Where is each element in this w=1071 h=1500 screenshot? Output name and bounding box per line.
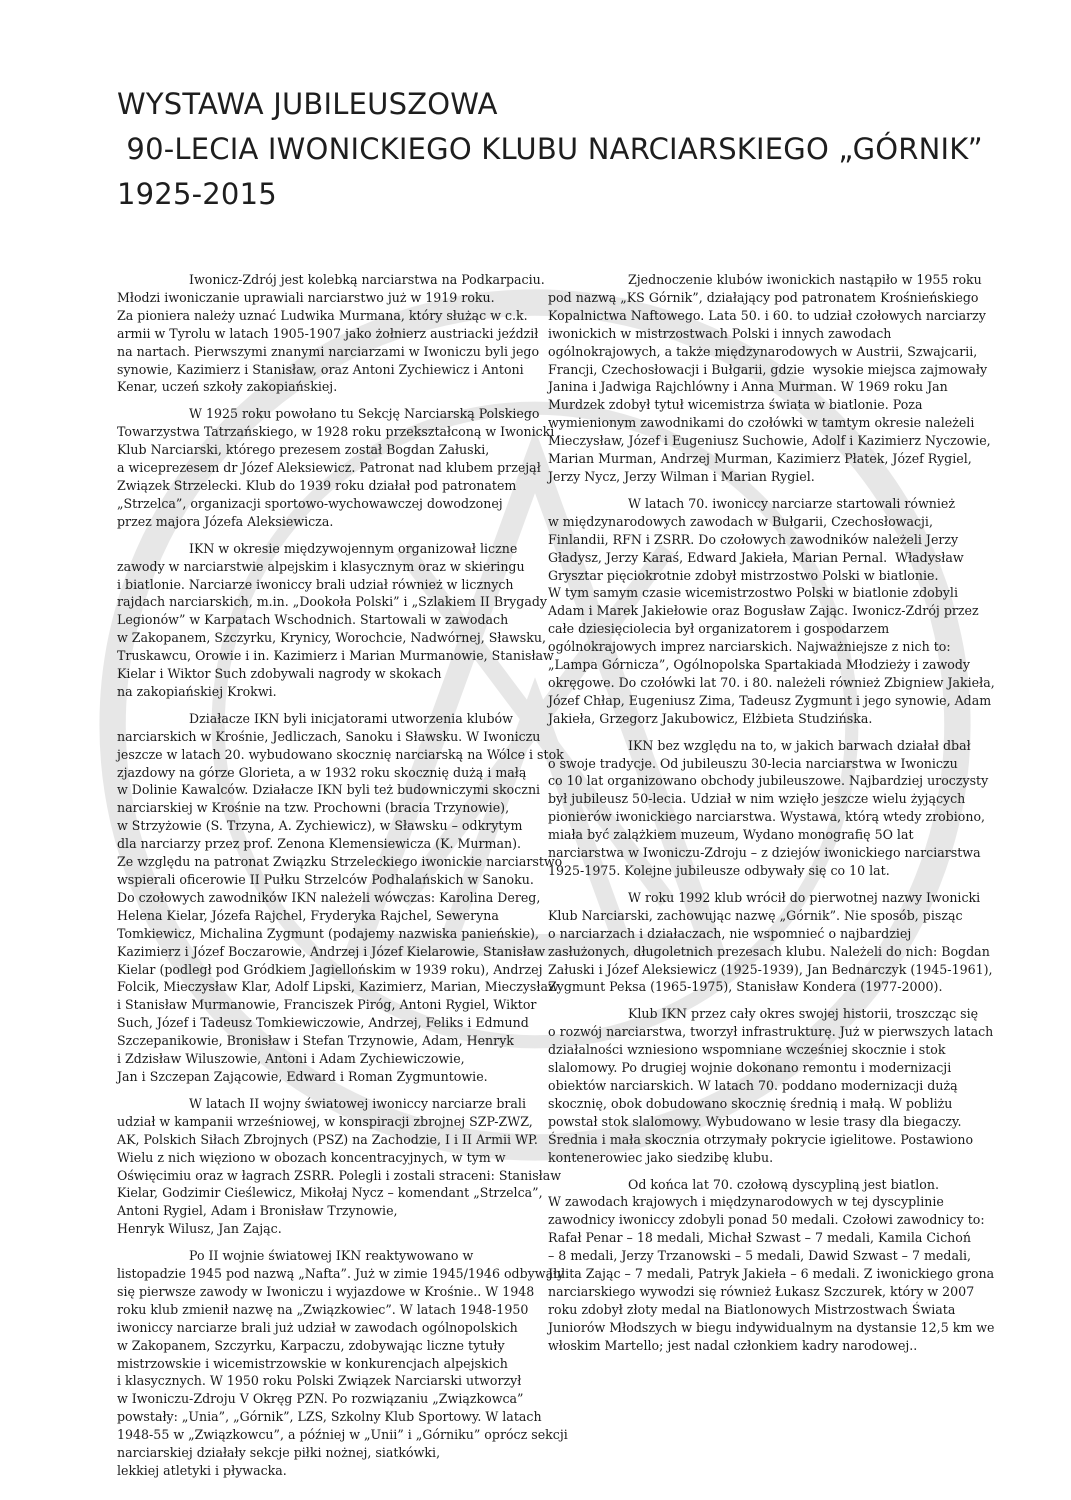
text-line: Związek Strzelecki. Klub do 1939 roku działał pod patronatem [117, 477, 517, 493]
text-line: Oświęcimiu oraz w łagrach ZSRR. Polegli i zostali straceni: Stanisław [117, 1167, 562, 1183]
text-line: „Lampa Górnicza”, Ogólnopolska Spartakiada Młodzieży i zawody [548, 657, 971, 673]
text-line: włoskim Martello; jest nadal członkiem kadry narodowej.. [548, 1337, 918, 1353]
text-line: Folcik, Mieczysław Klar, Adolf Lipski, Kazimierz, Marian, Mieczysław [117, 979, 559, 995]
text-line: a wiceprezesem dr Józef Aleksiewicz. Patronat nad klubem przejął [117, 460, 541, 476]
text-line: „Strzelca”, organizacji sportowo-wychowawczej dowodzonej [117, 495, 503, 511]
text-line: zawodnicy iwoniccy zdobyli ponad 50 medali. Czołowi zawodnicy to: [548, 1212, 985, 1228]
text-line: Henryk Wilusz, Jan Zając. [117, 1221, 282, 1237]
text-line: AK, Polskich Siłach Zbrojnych (PSZ) na Zachodzie, I i II Armii WP. [117, 1131, 538, 1147]
text-line: roku zdobył złoty medal na Biatlonowych Mistrzostwach Świata [548, 1301, 956, 1317]
text-line: Kenar, uczeń szkoły zakopiańskiej. [117, 379, 338, 395]
text-line: W latach II wojny światowej iwoniccy narciarze brali [189, 1095, 526, 1111]
text-line: ogólnokrajowych, a także międzynarodowych w Austrii, Szwajcarii, [548, 343, 978, 359]
text-line: iwonickich w mistrzostwach Polski i innych zawodach [548, 325, 892, 341]
text-line: miała być zalążkiem muzeum, Wydano monografię 5O lat [548, 827, 914, 843]
text-line: W tym samym czasie wicemistrzostwo Polski w biatlonie zdobyli [548, 585, 958, 601]
text-line: Mieczysław, Józef i Eugeniusz Suchowie, Adolf i Kazimierz Nyczowie, [548, 433, 991, 449]
text-line: w Zakopanem, Szczyrku, Krynicy, Worochcie, Nadwórnej, Sławsku, [117, 630, 546, 646]
left-text-column [117, 271, 568, 1489]
text-line: Tomkiewicz, Michalina Zygmunt (podajemy nazwiska panieńskie), [117, 925, 539, 941]
text-line: Działacze IKN byli inicjatorami utworzenia klubów [189, 710, 513, 726]
text-line: udział w kampanii wrześniowej, w konspiracji zbrojnej SZP-ZWZ, [117, 1113, 533, 1129]
paragraph [117, 271, 545, 396]
text-line: Szczepanikowie, Bronisław i Stefan Trzynowie, Adam, Henryk [117, 1033, 514, 1049]
paragraph [548, 495, 995, 728]
text-line: i biatlonie. Narciarze iwoniccy brali udział również w licznych [117, 576, 514, 592]
title-line-1: WYSTAWA JUBILEUSZOWA [117, 87, 498, 121]
text-line: powstały: „Unia”, „Górnik”, LZS, Szkolny Klub Sportowy. W latach [117, 1409, 542, 1425]
text-line: armii w Tyrolu w latach 1905-1907 jako żołnierz austriacki jeździł [117, 325, 539, 341]
text-line: IKN w okresie międzywojennym organizował liczne [189, 540, 518, 556]
text-line: W roku 1992 klub wrócił do pierwotnej nazwy Iwonicki [628, 889, 981, 905]
text-line: i Stanisław Murmanowie, Franciszek Piróg, Antoni Rygiel, Wiktor [117, 997, 537, 1013]
text-line: okręgowe. Do czołówki lat 70. i 80. należeli również Zbigniew Jakieła, [548, 674, 995, 690]
text-line: Janina i Jadwiga Rajchlówny i Anna Murman. W 1969 roku Jan [548, 379, 948, 395]
text-line: Finlandii, RFN i ZSRR. Do czołowych zawodników należeli Jerzy [548, 531, 959, 547]
text-line: Towarzystwa Tatrzańskiego, w 1928 roku przekształconą w Iwonicki [117, 424, 555, 440]
text-line: narciarskich w Krośnie, Jedliczach, Sanoku i Sławsku. W Iwoniczu [117, 728, 541, 744]
paragraph [548, 271, 991, 486]
text-line: W 1925 roku powołano tu Sekcję Narciarską Polskiego [189, 406, 540, 422]
text-line: jeszcze w latach 20. wybudowano skocznię narciarską na Wólce i stok [117, 746, 564, 762]
text-line: Juniorów Młodszych w biegu indywidualnym na dystansie 12,5 km we [548, 1319, 995, 1335]
text-line: IKN bez względu na to, w jakich barwach działał dbał [628, 737, 971, 753]
paragraph [548, 1005, 994, 1166]
text-line: Grysztar pięciokrotnie zdobył mistrzostwo Polski w biatlonie. [548, 567, 939, 583]
text-line: Ze względu na patronat Związku Strzeleckiego iwonickie narciarstwo [117, 854, 563, 870]
text-line: listopadzie 1945 pod nazwą „Nafta”. Już w zimie 1945/1946 odbywały [117, 1266, 565, 1282]
text-line: Truskawcu, Orowie i in. Kazimierz i Marian Murmanowie, Stanisław [117, 648, 554, 664]
paragraph [117, 405, 555, 530]
text-line: Kielar (podległ pod Gródkiem Jagiellońskim w 1939 roku), Andrzej [117, 961, 543, 977]
paragraph [117, 710, 564, 1086]
text-line: w Zakopanem, Szczyrku, Karpaczu, zdobywając liczne tytuły [117, 1337, 505, 1353]
text-line: zawody w narciarstwie alpejskim i klasycznym oraz w skieringu [117, 558, 525, 574]
text-line: Klub Narciarski, którego prezesem został Bogdan Załuski, [117, 442, 490, 458]
text-line: roku klub zmienił nazwę na „Związkowiec”. W latach 1948-1950 [117, 1301, 529, 1317]
text-line: Józef Chłap, Eugeniusz Zima, Tadeusz Zygmunt i jego synowie, Adam [548, 692, 992, 708]
text-line: Za pioniera należy uznać Ludwika Murmana, który służąc w c.k. [117, 307, 528, 323]
text-line: Po II wojnie światowej IKN reaktywowano w [189, 1248, 474, 1264]
text-line: Kielar i Wiktor Such zdobywali nagrody w skokach [117, 666, 442, 682]
text-line: 1948-55 w „Związkowcu”, a później w „Unii” i „Górniku” oprócz sekcji [117, 1427, 568, 1443]
paragraph [117, 540, 554, 701]
text-line: Klub IKN przez cały okres swojej historii, troszcząc się [628, 1006, 979, 1022]
text-line: Zjednoczenie klubów iwonickich nastąpiło w 1955 roku [628, 272, 982, 287]
text-line: slalomowy. Po drugiej wojnie dokonano remontu i modernizacji [548, 1060, 952, 1076]
text-line: Julita Zając – 7 medali, Patryk Jakieła – 6 medali. Z iwonickiego grona [548, 1266, 995, 1282]
text-line: Zygmunt Peksa (1965-1975), Stanisław Kondera (1977-2000). [548, 979, 943, 995]
text-line: Helena Kielar, Józefa Rajchel, Fryderyka Rajchel, Seweryna [117, 907, 499, 923]
text-line: narciarskiej w Krośnie na tzw. Prochowni (bracia Trzynowie), [117, 800, 510, 816]
text-line: i klasycznych. W 1950 roku Polski Związek Narciarski utworzył [117, 1373, 522, 1389]
text-line: 1925-1975. Kolejne jubileusze odbywały się co 10 lat. [548, 863, 890, 878]
text-line: lekkiej atletyki i pływacka. [117, 1463, 287, 1478]
text-line: W latach 70. iwoniccy narciarze startowali również [628, 495, 955, 511]
text-line: Jakieła, Grzegorz Jakubowicz, Elżbieta Studzińska. [548, 710, 873, 726]
text-line: Jerzy Nycz, Jerzy Wilman i Marian Rygiel. [548, 468, 815, 484]
text-line: Załuski i Józef Aleksiewicz (1925-1939), Jan Bednarczyk (1945-1961), [548, 961, 993, 977]
text-line: Francji, Czechosłowacji i Bułgarii, gdzie wysokie miejsca zajmowały [548, 361, 988, 377]
text-line: Legionów” w Karpatach Wschodnich. Startowali w zawodach [117, 612, 509, 628]
text-line: w międzynarodowych zawodach w Bułgarii, Czechosłowacji, [548, 513, 933, 529]
text-line: Such, Józef i Tadeusz Tomkiewiczowie, Andrzej, Feliks i Edmund [117, 1015, 529, 1031]
text-line: Od końca lat 70. czołową dyscypliną jest biatlon. [628, 1176, 939, 1192]
text-line: Rafał Penar – 18 medali, Michał Szwast – 7 medali, Kamila Cichoń [548, 1230, 971, 1246]
text-line: Młodzi iwoniczanie uprawiali narciarstwo już w 1919 roku. [117, 289, 495, 305]
paragraph [548, 1176, 995, 1355]
text-line: synowie, Kazimierz i Stanisław, oraz Antoni Zychiewicz i Antoni [117, 361, 524, 377]
text-line: w Dolinie Kawalców. Działacze IKN byli też budowniczymi skoczni [117, 782, 541, 798]
text-line: Adam i Marek Jakiełowie oraz Bogusław Zając. Iwonicz-Zdrój przez [548, 603, 979, 619]
text-line: wymienionym zawodnikami do czołówki w tamtym okresie należeli [548, 415, 975, 431]
text-line: się pierwsze zawody w Iwoniczu i wyjazdowe w Krośnie.. W 1948 [117, 1283, 535, 1299]
text-line: narciarskiego wywodzi się również Łukasz Szczurek, który w 2007 [548, 1283, 975, 1299]
text-line: i Zdzisław Wiluszowie, Antoni i Adam Zychiewiczowie, [117, 1051, 465, 1067]
text-line: Klub Narciarski, zachowując nazwę „Górnik”. Nie sposób, pisząc [548, 907, 963, 923]
text-line: mistrzowskie i wicemistrzowskie w konkurencjach alpejskich [117, 1355, 508, 1371]
text-line: rajdach narciarskich, m.in. „Dookoła Polski” i „Szlakiem II Brygady [117, 594, 548, 610]
title-line-2: 90-LECIA IWONICKIEGO KLUBU NARCIARSKIEGO „GÓRNIK” [117, 132, 983, 166]
text-line: Jan i Szczepan Zającowie, Edward i Roman Zygmuntowie. [117, 1068, 488, 1084]
text-line: Antoni Rygiel, Adam i Bronisław Trzynowie, [117, 1203, 398, 1219]
text-line: Kielar, Godzimir Cieślewicz, Mikołaj Nycz – komendant „Strzelca”, [117, 1185, 543, 1201]
paragraph [117, 1247, 568, 1480]
text-line: zjazdowy na górze Glorieta, a w 1932 roku skocznię dużą i małą [117, 764, 527, 780]
text-line: o narciarzach i działaczach, nie wspomnieć o najbardziej [548, 925, 912, 941]
text-line: narciarskiej działały sekcje piłki nożnej, siatkówki, [117, 1445, 441, 1461]
paragraph [117, 1095, 562, 1238]
text-line: powstał stok slalomowy. Wybudowano w lesie trasy dla biegaczy. [548, 1113, 962, 1129]
text-line: pod nazwą „KS Górnik”, działający pod patronatem Krośnieńskiego [548, 289, 979, 305]
text-line: Iwonicz-Zdrój jest kolebką narciarstwa na Podkarpaciu. [189, 272, 545, 287]
text-line: – 8 medali, Jerzy Trzanowski – 5 medali, Dawid Szwast – 7 medali, [548, 1248, 972, 1264]
title-line-3: 1925-2015 [117, 177, 277, 211]
page-title [117, 82, 1017, 217]
text-line: przez majora Józefa Aleksiewicza. [117, 513, 334, 529]
right-text-column [548, 271, 995, 1364]
text-line: narciarstwa w Iwoniczu-Zdroju – z dziejów iwonickiego narciarstwa [548, 845, 981, 861]
text-line: iwoniccy narciarze brali już udział w zawodach ogólnopolskich [117, 1319, 518, 1335]
text-line: pionierów iwonickiego narciarstwa. Wystawa, którą wtedy zrobiono, [548, 809, 986, 825]
text-line: w Strzyżowie (S. Trzyna, A. Zychiewicz), w Sławsku – odkrytym [117, 818, 523, 834]
paragraph [548, 889, 993, 996]
text-line: o rozwój narciarstwa, tworzył infrastrukturę. Już w pierwszych latach [548, 1024, 994, 1040]
text-line: na nartach. Pierwszymi znanymi narciarzami w Iwoniczu byli jego [117, 343, 540, 359]
text-line: Do czołowych zawodników IKN należeli wówczas: Karolina Dereg, [117, 889, 541, 905]
text-line: całe dziesięciolecia był organizatorem i gospodarzem [548, 621, 890, 637]
text-line: W zawodach krajowych i międzynarodowych w tej dyscyplinie [548, 1194, 944, 1210]
text-line: dla narciarzy przez prof. Zenona Klemensiewicza (K. Murman). [117, 836, 521, 852]
text-line: Gładysz, Jerzy Karaś, Edward Jakieła, Marian Pernal. Władysław [548, 549, 964, 565]
text-line: wspierali oficerowie II Pułku Strzelców Podhalańskich w Sanoku. [117, 872, 534, 887]
text-line: obiektów narciarskich. W latach 70. poddano modernizacji dużą [548, 1077, 958, 1093]
text-line: o swoje tradycje. Od jubileuszu 30-lecia narciarstwa w Iwoniczu [548, 755, 958, 771]
text-line: na zakopiańskiej Krokwi. [117, 683, 277, 699]
text-line: ogólnokrajowych imprez narciarskich. Najważniejsze z nich to: [548, 639, 951, 655]
text-line: był jubileusz 50-lecia. Udział w nim wzięło jeszcze wielu żyjących [548, 791, 966, 807]
text-line: Murdzek zdobył tytuł wicemistrza świata w biatlonie. Poza [548, 397, 923, 413]
text-line: Wielu z nich więziono w obozach koncentracyjnych, w tym w [117, 1149, 506, 1165]
text-line: w Iwoniczu-Zdroju V Okręg PZN. Po rozwiązaniu „Związkowca” [117, 1391, 524, 1407]
text-line: Kazimierz i Józef Boczarowie, Andrzej i Józef Kielarowie, Stanisław [117, 943, 546, 959]
text-line: działalności wzniesiono wspomniane wcześniej skocznie i stok [548, 1042, 946, 1058]
paragraph [548, 737, 989, 880]
text-line: kontenerowiec jako siedzibę klubu. [548, 1149, 774, 1165]
text-line: Marian Murman, Andrzej Murman, Kazimierz Płatek, Józef Rygiel, [548, 451, 972, 467]
text-line: zasłużonych, długoletnich prezesach klubu. Należeli do nich: Bogdan [548, 943, 990, 959]
text-line: co 10 lat organizowano obchody jubileuszowe. Najbardziej uroczysty [548, 773, 989, 789]
text-line: skocznię, obok dobudowano skocznię średnią i małą. W pobliżu [548, 1095, 953, 1111]
text-line: Średnia i mała skocznia otrzymały pokrycie igielitowe. Postawiono [548, 1131, 974, 1147]
text-line: Kopalnictwa Naftowego. Lata 50. i 60. to udział czołowych narciarzy [548, 307, 986, 323]
